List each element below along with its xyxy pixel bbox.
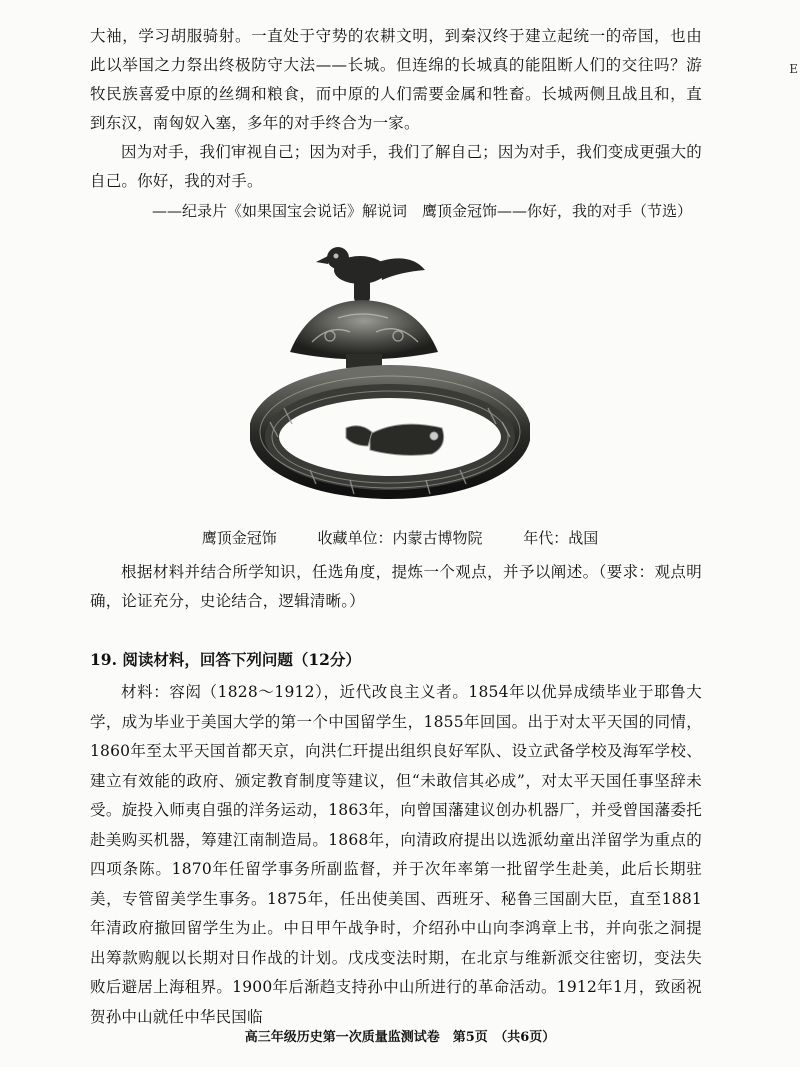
- figure-caption: [0, 527, 800, 548]
- eagle-shape: [316, 247, 425, 302]
- caption-name: 鹰顶金冠饰: [201, 529, 277, 547]
- question-18-prompt: 根据材料并结合所学知识，任选角度，提炼一个观点，并予以阐述。（要求：观点明确，论证充分，史论结合，逻辑清晰。）: [90, 563, 702, 610]
- passage-paragraph-2: 因为对手，我们审视自己；因为对手，我们了解自己；因为对手，我们变成更强大的自己。你好，我的对手。: [90, 143, 702, 190]
- edge-mark: E: [789, 62, 798, 76]
- question-19-heading: 19. 阅读材料，回答下列问题（12分）: [90, 650, 361, 669]
- caption-collection: 收藏单位：内蒙古博物院: [317, 529, 483, 547]
- eagle-crown-figure: [250, 232, 530, 517]
- page-footer: 高三年级历史第一次质量监测试卷 第5页 （共6页）: [244, 1030, 556, 1045]
- caption-era: 年代：战国: [523, 529, 599, 547]
- eagle-crown-image: [250, 232, 530, 517]
- animal-terminals: [346, 424, 444, 455]
- question-19-material: 材料：容闳（1828～1912），近代改良主义者。1854年以优异成绩毕业于耶鲁大学，成为毕业于美国大学的第一个中国留学生，1855年回国。出于对太平天国的同情，1860年至太平天国首都天京，向洪仁玕提出组织良好军队、设立武备学校及海军学校、建立有效能的政府、颁定教育制度等建议，但“未敢信其必成”，对太平天国任事坚辞未受。旋投入师夷自强的洋务运动，1863年，向曾国藩建议创办机器厂，并受曾国藩委托赴美购买机器，筹建江南制造局。1868年，向清政府提出以选派幼童出洋留学为重点的四项条陈。1870年任留学事务所副监督，并于次年率第一批留学生赴美，此后长期驻美，专管留美学生事务。1875年，任出使美国、西班牙、秘鲁三国副大臣，直至1881年清政府撤回留学生为止。中日甲午战争时，介绍孙中山向李鸿章上书，并向张之洞提出筹款购舰以长期对日作战的计划。戊戌变法时期，在北京与维新派交往密切，变法失败后避居上海租界。1900年后渐趋支持孙中山所进行的革命活动。1912年1月，致函祝贺孙中山就任中华民国临: [90, 683, 702, 1026]
- crown-dome: [290, 300, 438, 360]
- passage-source: ——纪录片《如果国宝会说话》解说词 鹰顶金冠饰——你好，我的对手（节选）: [151, 202, 692, 220]
- passage-paragraph-1: 大袖，学习胡服骑射。一直处于守势的农耕文明，到秦汉终于建立起统一的帝国，也由此以举国之力祭出终极防守大法——长城。但连绵的长城真的能阻断人们的交往吗？游牧民族喜爱中原的丝绸和粮食，而中原的人们需要金属和牲畜。长城两侧且战且和，直到东汉，南匈奴入塞，多年的对手终合为一家。: [90, 27, 702, 132]
